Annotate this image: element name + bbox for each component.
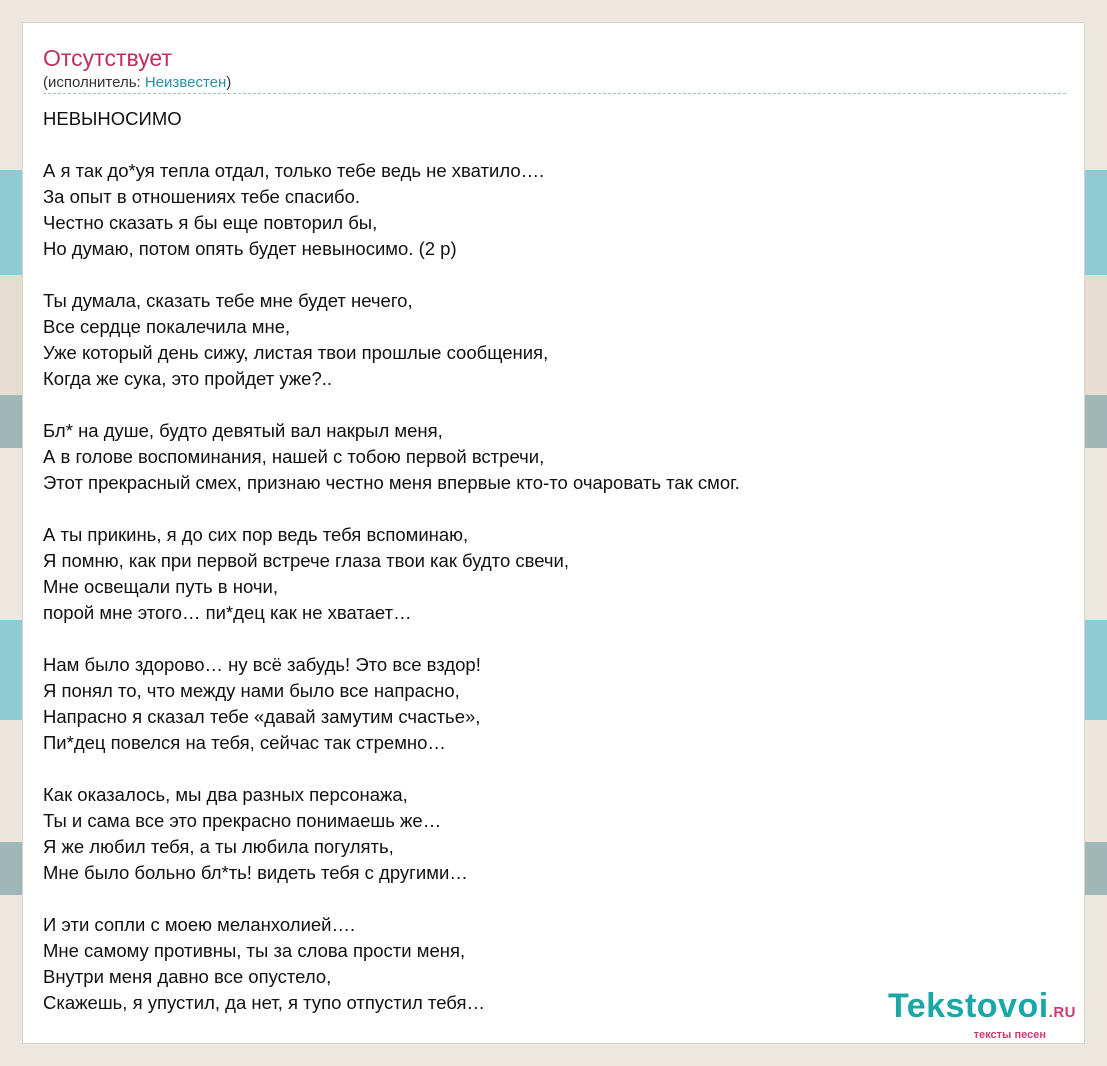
lyrics-line: Мне освещали путь в ночи, bbox=[43, 576, 278, 597]
lyrics-line: Мне было больно бл*ть! видеть тебя с другими… bbox=[43, 862, 468, 883]
stanza-break bbox=[43, 132, 1063, 158]
lyrics-line: За опыт в отношениях тебе спасибо. bbox=[43, 186, 361, 207]
lyrics-line: А ты прикинь, я до сих пор ведь тебя вспоминаю, bbox=[43, 524, 469, 545]
lyrics-card bbox=[22, 22, 1085, 1044]
stanza-break bbox=[43, 392, 1063, 418]
lyrics-line: Мне самому противны, ты за слова прости меня, bbox=[43, 940, 466, 961]
lyrics-line: Уже который день сижу, листая твои прошлые сообщения, bbox=[43, 342, 549, 363]
lyrics-line: Ты и сама все это прекрасно понимаешь же… bbox=[43, 810, 442, 831]
lyrics-text bbox=[43, 106, 1063, 1016]
header-divider bbox=[43, 93, 1066, 94]
artist-suffix: ) bbox=[226, 74, 232, 91]
lyrics-line: Я помню, как при первой встрече глаза твои как будто свечи, bbox=[43, 550, 570, 571]
lyrics-line: Я же любил тебя, а ты любила погулять, bbox=[43, 836, 394, 857]
artist-line bbox=[43, 74, 231, 92]
lyrics-line: Все сердце покалечила мне, bbox=[43, 316, 291, 337]
logo-main-text: Tekstovoi bbox=[887, 987, 1049, 1025]
logo-tld: .RU bbox=[1048, 1004, 1076, 1021]
logo-tagline: тексты песен bbox=[973, 1029, 1046, 1041]
lyrics-line: Я понял то, что между нами было все напрасно, bbox=[43, 680, 460, 701]
stanza-break bbox=[43, 496, 1063, 522]
lyrics-line: Ты думала, сказать тебе мне будет нечего, bbox=[43, 290, 413, 311]
song-title: Отсутствует bbox=[43, 45, 172, 71]
artist-link[interactable]: Неизвестен bbox=[144, 74, 227, 91]
lyrics-line: А я так до*уя тепла отдал, только тебе ведь не хватило…. bbox=[43, 160, 545, 181]
lyrics-line: Скажешь, я упустил, да нет, я тупо отпустил тебя… bbox=[43, 992, 485, 1013]
lyrics-line: И эти сопли с моею меланхолией…. bbox=[43, 914, 356, 935]
lyrics-line: порой мне этого… пи*дец как не хватает… bbox=[43, 602, 412, 623]
stanza-break bbox=[43, 756, 1063, 782]
stanza-break bbox=[43, 626, 1063, 652]
lyrics-line: Напрасно я сказал тебе «давай замутим счастье», bbox=[43, 706, 481, 727]
stanza-break bbox=[43, 886, 1063, 912]
lyrics-line: Этот прекрасный смех, признаю честно меня впервые кто-то очаровать так смог. bbox=[43, 472, 740, 493]
lyrics-line: Но думаю, потом опять будет невыносимо. (2 р) bbox=[43, 238, 457, 259]
lyrics-heading: НЕВЫНОСИМО bbox=[43, 108, 182, 129]
lyrics-line: Внутри меня давно все опустело, bbox=[43, 966, 332, 987]
lyrics-line: Пи*дец повелся на тебя, сейчас так стремно… bbox=[43, 732, 446, 753]
stanza-break bbox=[43, 262, 1063, 288]
lyrics-line: Честно сказать я бы еще повторил бы, bbox=[43, 212, 378, 233]
lyrics-line: Когда же сука, это пройдет уже?.. bbox=[43, 368, 333, 389]
lyrics-line: Бл* на душе, будто девятый вал накрыл меня, bbox=[43, 420, 443, 441]
lyrics-line: Нам было здорово… ну всё забудь! Это все вздор! bbox=[43, 654, 481, 675]
site-logo[interactable] bbox=[887, 987, 1076, 1041]
lyrics-line: Как оказалось, мы два разных персонажа, bbox=[43, 784, 408, 805]
artist-prefix: (исполнитель: bbox=[43, 74, 145, 91]
logo-wordmark bbox=[887, 987, 1076, 1029]
lyrics-line: А в голове воспоминания, нашей с тобою первой встречи, bbox=[43, 446, 545, 467]
